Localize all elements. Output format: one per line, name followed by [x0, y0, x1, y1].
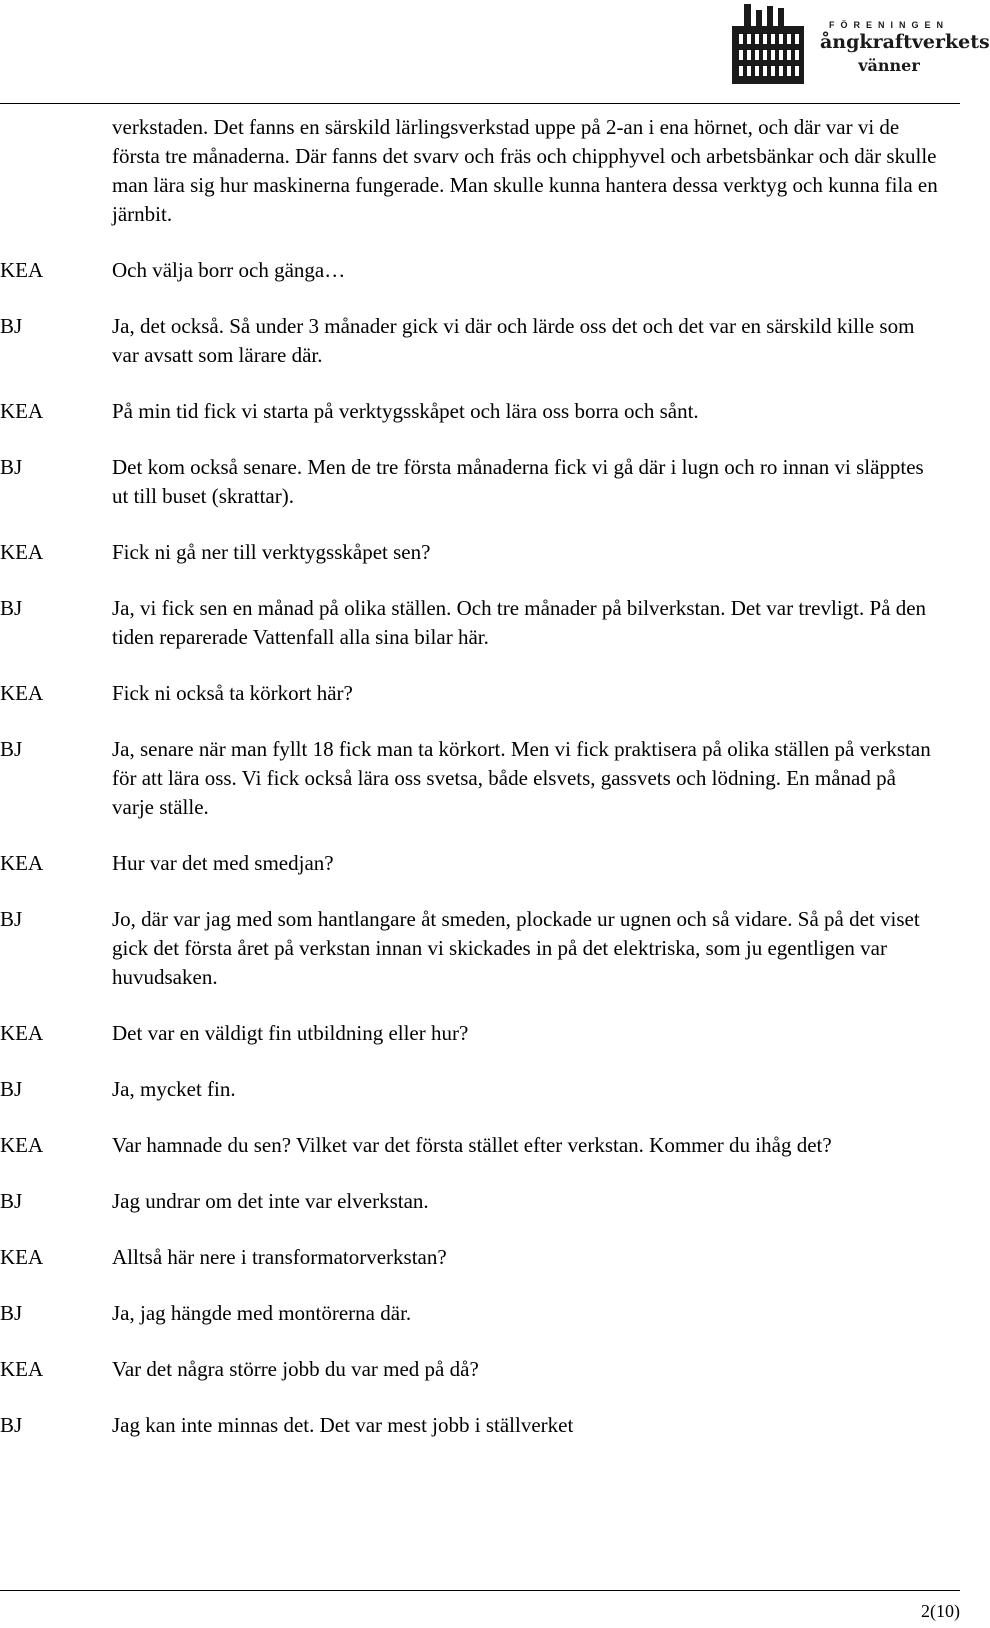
utterance-text: Jo, där var jag med som hantlangare åt smeden, plockade ur ugnen och så vidare. Så på det viset gick det första året på verkstan innan vi skickades in på det elektriska, som ju egentligen var huvudsaken.	[112, 907, 920, 989]
dialogue-row	[0, 905, 960, 992]
utterance-text: Ja, det också. Så under 3 månader gick vi där och lärde oss det och det var en särskild kille som var avsatt som lärare där.	[112, 314, 915, 367]
speaker-label: BJ	[0, 907, 23, 931]
logo-text-sub: vänner	[858, 56, 920, 75]
dialogue-row	[0, 735, 960, 822]
speaker-label: KEA	[0, 851, 44, 875]
dialogue-row	[0, 1355, 960, 1384]
dialogue-row	[0, 1411, 960, 1440]
speaker-label: KEA	[0, 1021, 44, 1045]
utterance-text: Var det några större jobb du var med på då?	[112, 1357, 479, 1381]
utterance-text: Ja, vi fick sen en månad på olika ställen. Och tre månader på bilverkstan. Det var trevligt. På den tiden reparerade Vattenfall alla sina bilar här.	[112, 596, 927, 649]
logo	[730, 0, 990, 96]
speaker-label: KEA	[0, 1133, 44, 1157]
utterance-text: Ja, jag hängde med montörerna där.	[112, 1301, 412, 1325]
dialogue-row	[0, 679, 960, 708]
dialogue-row	[0, 453, 960, 511]
speaker-label: BJ	[0, 1189, 23, 1213]
speaker-label: KEA	[0, 540, 44, 564]
speaker-label: KEA	[0, 1357, 44, 1381]
factory-logo-icon	[730, 0, 820, 86]
speaker-label: BJ	[0, 596, 23, 620]
dialogue-row	[0, 1243, 960, 1272]
utterance-text: Jag kan inte minnas det. Det var mest jobb i ställverket	[112, 1413, 574, 1437]
utterance-text: Alltså här nere i transformatorverkstan?	[112, 1245, 447, 1269]
speaker-label: KEA	[0, 1245, 44, 1269]
logo-text-small: FÖRENINGEN	[828, 20, 949, 30]
utterance-text: Fick ni också ta körkort här?	[112, 681, 353, 705]
speaker-label: BJ	[0, 314, 23, 338]
dialogue-row	[0, 256, 960, 285]
intro-paragraph: verkstaden. Det fanns en särskild lärlingsverkstad uppe på 2-an i ena hörnet, och där var vi de första tre månaderna. Där fanns det svarv och fräs och chipphyvel och arbetsbänkar och där skulle man lära sig hur maskinerna fungerade. Man skulle kunna hantera dessa verktyg och kunna fila en järnbit.	[112, 115, 938, 226]
utterance-text: Och välja borr och gänga…	[112, 258, 346, 282]
utterance-text: Det kom också senare. Men de tre första månaderna fick vi gå där i lugn och ro innan vi släpptes ut till buset (skrattar).	[112, 455, 924, 508]
logo-text-main: ångkraftverkets	[820, 31, 990, 53]
dialogue-row	[0, 312, 960, 370]
utterance-text: Det var en väldigt fin utbildning eller hur?	[112, 1021, 469, 1045]
speaker-label: KEA	[0, 681, 44, 705]
header-divider	[0, 103, 960, 104]
utterance-text: Ja, mycket fin.	[112, 1077, 236, 1101]
utterance-text: På min tid fick vi starta på verktygsskåpet och lära oss borra och sånt.	[112, 399, 699, 423]
dialogue-row	[0, 594, 960, 652]
page-number: 2(10)	[921, 1601, 960, 1621]
footer-divider	[0, 1590, 960, 1591]
speaker-label: BJ	[0, 1413, 23, 1437]
utterance-text: Hur var det med smedjan?	[112, 851, 334, 875]
dialogue-row	[0, 1299, 960, 1328]
speaker-label: BJ	[0, 737, 23, 761]
speaker-label: BJ	[0, 1301, 23, 1325]
utterance-text: Ja, senare när man fyllt 18 fick man ta körkort. Men vi fick praktisera på olika ställen på verkstan för att lära oss. Vi fick också lära oss svetsa, både elsvets, gassvets och lödning. En månad på varje ställe.	[112, 737, 931, 819]
dialogue-row	[0, 538, 960, 567]
utterance-text: Fick ni gå ner till verktygsskåpet sen?	[112, 540, 431, 564]
dialogue-row	[0, 1187, 960, 1216]
dialogue-row	[0, 1131, 960, 1160]
utterance-text: Var hamnade du sen? Vilket var det första stället efter verkstan. Kommer du ihåg det?	[112, 1133, 832, 1157]
speaker-label: BJ	[0, 455, 23, 479]
document-body	[0, 113, 960, 1440]
dialogue-row	[0, 397, 960, 426]
dialogue-row	[0, 1019, 960, 1048]
dialogue-row	[0, 1075, 960, 1104]
dialogue-row	[0, 849, 960, 878]
page-header	[0, 0, 990, 108]
speaker-label: BJ	[0, 1077, 23, 1101]
speaker-label: KEA	[0, 399, 44, 423]
utterance-text: Jag undrar om det inte var elverkstan.	[112, 1189, 429, 1213]
speaker-label: KEA	[0, 258, 44, 282]
